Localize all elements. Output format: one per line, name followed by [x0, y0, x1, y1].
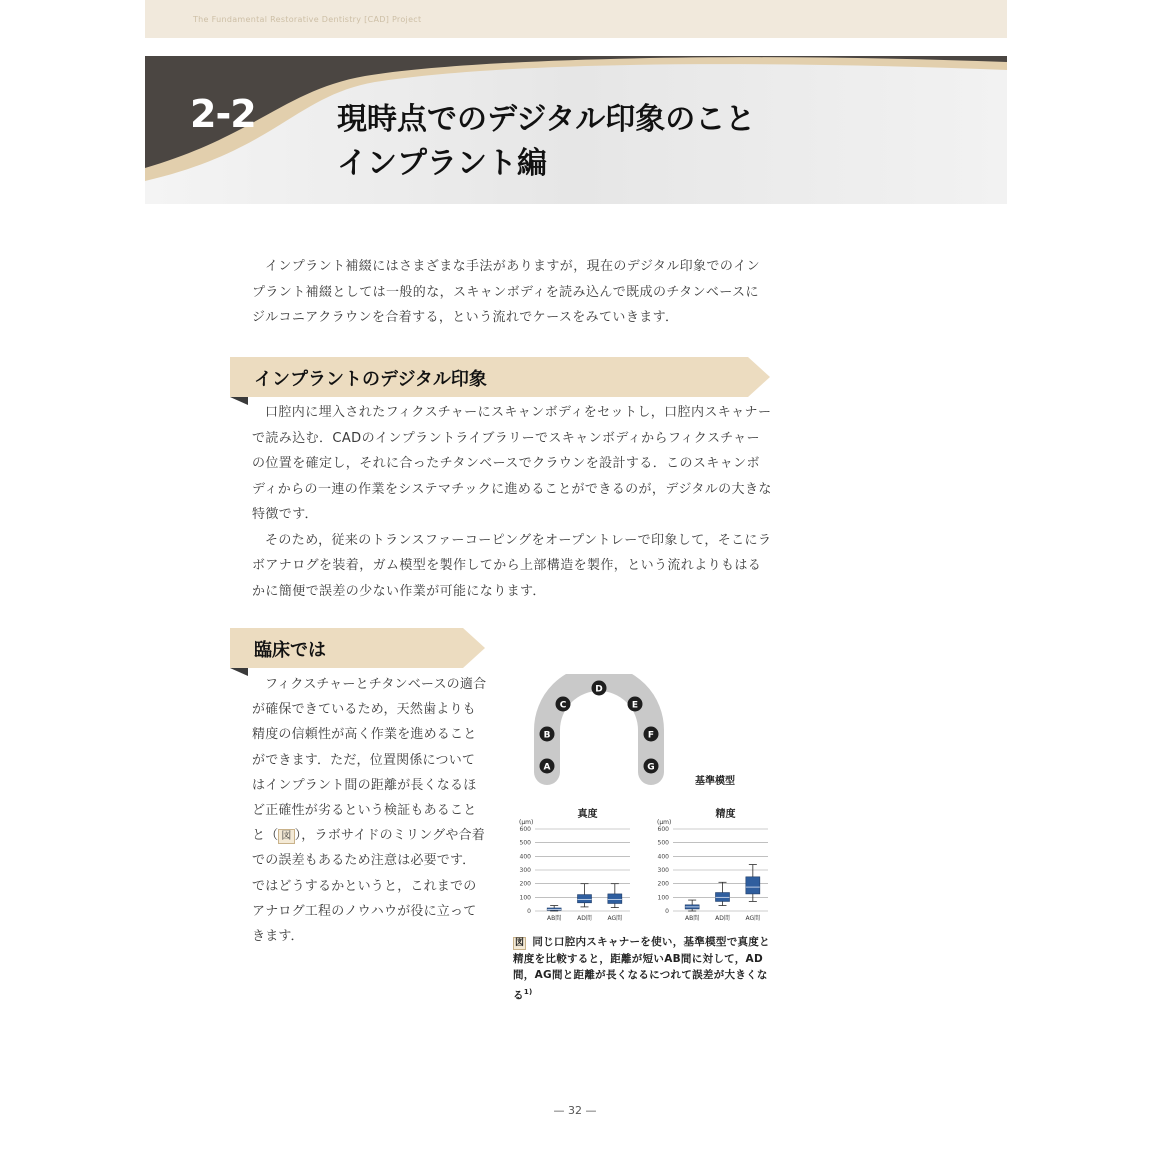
chart-title: 精度 — [715, 809, 736, 820]
figure — [505, 674, 775, 1014]
chapter-banner — [145, 56, 1007, 204]
box-chart-1 — [519, 807, 630, 922]
y-tick-label: 300 — [657, 867, 669, 874]
running-header — [145, 0, 1007, 38]
arch-label: 基準模型 — [695, 776, 735, 787]
section-heading-text: 臨床では — [254, 640, 326, 661]
figure-caption — [513, 934, 775, 1004]
x-tick-label: AB間 — [685, 915, 700, 922]
y-tick-label: 400 — [519, 853, 531, 861]
y-tick-label: 500 — [519, 839, 531, 847]
intro-paragraph: インプラント補綴にはさまざまな手法がありますが，現在のデジタル印象でのインプラント補綴としては一般的な，スキャンボディを読み込んで既成のチタンベースにジルコニアクラウンを合着する，という流れでケースをみていきます． — [252, 259, 761, 325]
y-tick-label: 600 — [519, 826, 531, 833]
dental-arch — [540, 678, 659, 774]
y-axis-label: (μm) — [657, 819, 672, 826]
x-tick-label: AD間 — [577, 915, 592, 922]
x-tick-label: AG間 — [745, 915, 761, 922]
y-tick-label: 100 — [657, 894, 669, 902]
section-1-body — [252, 400, 772, 604]
y-tick-label: 500 — [657, 839, 669, 847]
section-1-paragraph-1: 口腔内に埋入されたフィクスチャーにスキャンボディをセットし，口腔内スキャナーで読み込む．CADのインプラントライブラリーでスキャンボディからフィクスチャーの位置を確定し，それに合ったチタンベースでクラウンを設計する．このスキャンボディからの一連の作業をシステマチックに進めることができるのが，デジタルの大きな特徴です． — [252, 405, 772, 522]
y-tick-label: 100 — [519, 894, 531, 902]
caption-mark: 図 — [515, 938, 525, 948]
y-tick-label: 300 — [519, 867, 531, 874]
running-header-text: The Fundamental Restorative Dentistry [CAD] Project — [193, 15, 422, 24]
y-tick-label: 200 — [657, 880, 669, 888]
figure-graphic — [505, 674, 775, 929]
chapter-title-line1: 現時点でのデジタル印象のこと — [337, 102, 756, 137]
section-1-paragraph-2: そのため，従来のトランスファーコーピングをオープントレーで印象して，そこにラボアナログを装着，ガム模型を製作してから上部構造を製作，という流れよりもはるかに簡便で誤差の少ない作業が可能になります． — [252, 532, 772, 599]
section-heading-digital-impression — [230, 357, 770, 397]
section-2-paragraph — [252, 672, 488, 949]
arch-point-label: A — [543, 762, 551, 773]
y-axis-label: (μm) — [519, 819, 534, 826]
chapter-title-line2: インプラント編 — [337, 146, 547, 181]
section-heading-text: インプラントのデジタル印象 — [254, 369, 487, 390]
caption-text: 同じ口腔内スキャナーを使い，基準模型で真度と精度を比較すると，距離が短いAB間に対して，AD間，AG間と距離が長くなるにつれて誤差が大きくなる — [513, 936, 770, 1001]
x-tick-label: AD間 — [715, 915, 730, 922]
box-chart-2 — [657, 807, 768, 922]
chapter-number: 2-2 — [190, 92, 256, 136]
y-tick-label: 400 — [657, 853, 669, 861]
x-tick-label: AB間 — [547, 915, 562, 922]
chart-title: 真度 — [577, 809, 598, 820]
arch-point-label: D — [595, 684, 603, 695]
caption-superscript: 1) — [523, 987, 533, 996]
x-tick-label: AG間 — [607, 915, 623, 922]
section-2-body — [252, 672, 488, 949]
figure-reference: 図 — [278, 829, 294, 844]
arch-point-label: G — [647, 762, 655, 773]
arch-point-label: E — [631, 700, 639, 711]
page-number: — 32 — — [553, 1104, 597, 1117]
y-tick-label: 0 — [665, 908, 669, 915]
y-tick-label: 200 — [519, 880, 531, 888]
arch-point-label: F — [647, 730, 655, 741]
y-tick-label: 0 — [527, 908, 531, 915]
arch-point-label: B — [543, 730, 551, 741]
intro-block — [252, 254, 772, 331]
section-2-text-before-ref: フィクスチャーとチタンベースの適合が確保できているため，天然歯よりも精度の信頼性が高く作業を進めることができます．ただ，位置関係についてはインプラント間の距離が長くなるほど正確性が劣るという検証もあることと（ — [252, 677, 487, 844]
section-heading-clinical — [230, 628, 485, 668]
y-tick-label: 600 — [657, 826, 669, 833]
box-AG間 — [608, 894, 622, 904]
section-2-text-after-ref: ），ラボサイドのミリングや合着での誤差もあるため注意は必要です．ではどうするかというと，これまでのアナログ工程のノウハウが役に立ってきます． — [252, 828, 485, 945]
box-AD間 — [578, 895, 592, 903]
box-AG間 — [746, 877, 760, 894]
arch-point-label: C — [559, 700, 567, 711]
